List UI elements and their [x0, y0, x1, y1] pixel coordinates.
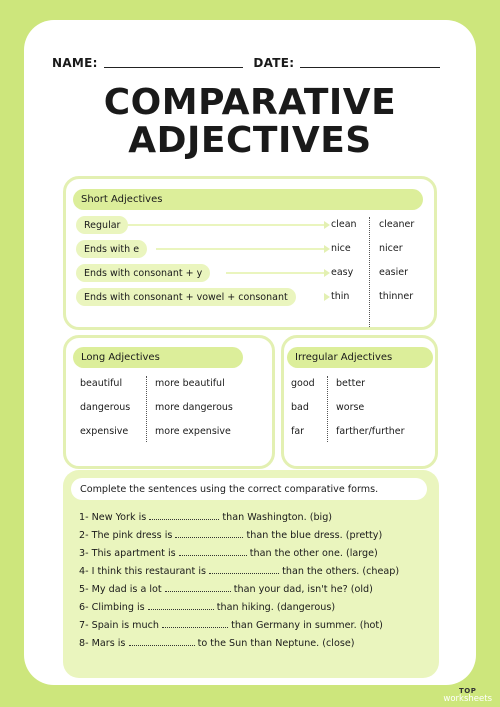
sentence-start: 6- Climbing is	[79, 602, 145, 613]
base-word: clean	[331, 219, 357, 230]
comparative-word: farther/further	[336, 426, 405, 437]
irregular-adjectives-card	[281, 335, 438, 469]
arrow-right-icon	[324, 221, 330, 229]
base-word: easy	[331, 267, 354, 278]
sentence-4	[79, 566, 399, 577]
sentence-7	[79, 620, 383, 631]
comparative-word: more dangerous	[155, 402, 233, 413]
answer-blank[interactable]	[149, 512, 219, 520]
date-line	[300, 58, 440, 68]
name-label: NAME:	[52, 56, 98, 70]
sentence-end: than your dad, isn't he? (old)	[233, 584, 373, 595]
answer-blank[interactable]	[148, 602, 214, 610]
sentence-6	[79, 602, 335, 613]
long-adjectives-heading: Long Adjectives	[73, 347, 243, 368]
column-divider	[327, 376, 328, 442]
arrow-line	[226, 272, 326, 274]
sentence-8	[79, 638, 354, 649]
answer-blank[interactable]	[165, 584, 231, 592]
exercise-card	[63, 470, 439, 678]
rule-pill	[76, 216, 128, 234]
long-adjectives-card	[63, 335, 275, 469]
base-word: beautiful	[80, 378, 123, 389]
answer-blank[interactable]	[129, 638, 195, 646]
sentence-start: 3- This apartment is	[79, 548, 176, 559]
base-word: good	[291, 378, 315, 389]
sentence-end: than hiking. (dangerous)	[216, 602, 336, 613]
sentence-start: 7- Spain is much	[79, 620, 159, 631]
worksheet	[24, 20, 476, 685]
base-word: expensive	[80, 426, 129, 437]
page-title	[24, 84, 476, 160]
irregular-adjectives-heading: Irregular Adjectives	[287, 347, 433, 368]
arrow-right-icon	[324, 293, 330, 301]
comparative-word: more beautiful	[155, 378, 225, 389]
rule-label: Ends with consonant + y	[76, 264, 210, 282]
arrow-line	[126, 224, 326, 226]
base-word: nice	[331, 243, 351, 254]
rule-pill	[76, 288, 296, 306]
comparative-word: thinner	[379, 291, 414, 302]
column-divider	[146, 376, 147, 442]
rule-label: Ends with consonant + vowel + consonant	[76, 288, 296, 306]
sentence-start: 4- I think this restaurant is	[79, 566, 206, 577]
comparative-word: better	[336, 378, 366, 389]
rule-label: Ends with e	[76, 240, 147, 258]
answer-blank[interactable]	[162, 620, 228, 628]
brand-logo	[443, 687, 492, 703]
sentence-end: than Germany in summer. (hot)	[231, 620, 383, 631]
answer-blank[interactable]	[179, 548, 247, 556]
base-word: far	[291, 426, 305, 437]
base-word: bad	[291, 402, 309, 413]
sentence-start: 2- The pink dress is	[79, 530, 173, 541]
sentence-end: than the other one. (large)	[249, 548, 378, 559]
sentence-1	[79, 512, 332, 523]
sentence-end: than Washington. (big)	[222, 512, 333, 523]
name-date-row	[52, 56, 450, 70]
sentence-2	[79, 530, 382, 541]
comparative-word: more expensive	[155, 426, 231, 437]
rule-pill	[76, 264, 210, 282]
exercise-instruction: Complete the sentences using the correct comparative forms.	[71, 478, 427, 500]
sentence-end: than the others. (cheap)	[282, 566, 400, 577]
title-line-1: COMPARATIVE	[103, 82, 397, 123]
brand-top: TOP	[459, 687, 477, 695]
answer-blank[interactable]	[209, 566, 279, 574]
comparative-word: cleaner	[379, 219, 415, 230]
brand-bottom: worksheets	[443, 694, 492, 704]
sentence-3	[79, 548, 378, 559]
arrow-right-icon	[324, 269, 330, 277]
base-word: thin	[331, 291, 350, 302]
base-word: dangerous	[80, 402, 131, 413]
column-divider	[369, 217, 370, 327]
short-adjectives-heading: Short Adjectives	[73, 189, 423, 210]
sentence-start: 8- Mars is	[79, 638, 126, 649]
comparative-word: worse	[336, 402, 365, 413]
arrow-right-icon	[324, 245, 330, 253]
sentence-5	[79, 584, 373, 595]
comparative-word: nicer	[379, 243, 403, 254]
title-line-2: ADJECTIVES	[128, 120, 372, 161]
date-label: DATE:	[253, 56, 295, 70]
rule-pill	[76, 240, 147, 258]
sentence-end: to the Sun than Neptune. (close)	[197, 638, 355, 649]
rule-label: Regular	[76, 216, 128, 234]
name-line	[104, 58, 244, 68]
sentence-start: 5- My dad is a lot	[79, 584, 162, 595]
arrow-line	[156, 248, 326, 250]
comparative-word: easier	[379, 267, 409, 278]
sentence-start: 1- New York is	[79, 512, 147, 523]
sentence-end: than the blue dress. (pretty)	[246, 530, 383, 541]
short-adjectives-card	[63, 176, 437, 330]
answer-blank[interactable]	[175, 530, 243, 538]
